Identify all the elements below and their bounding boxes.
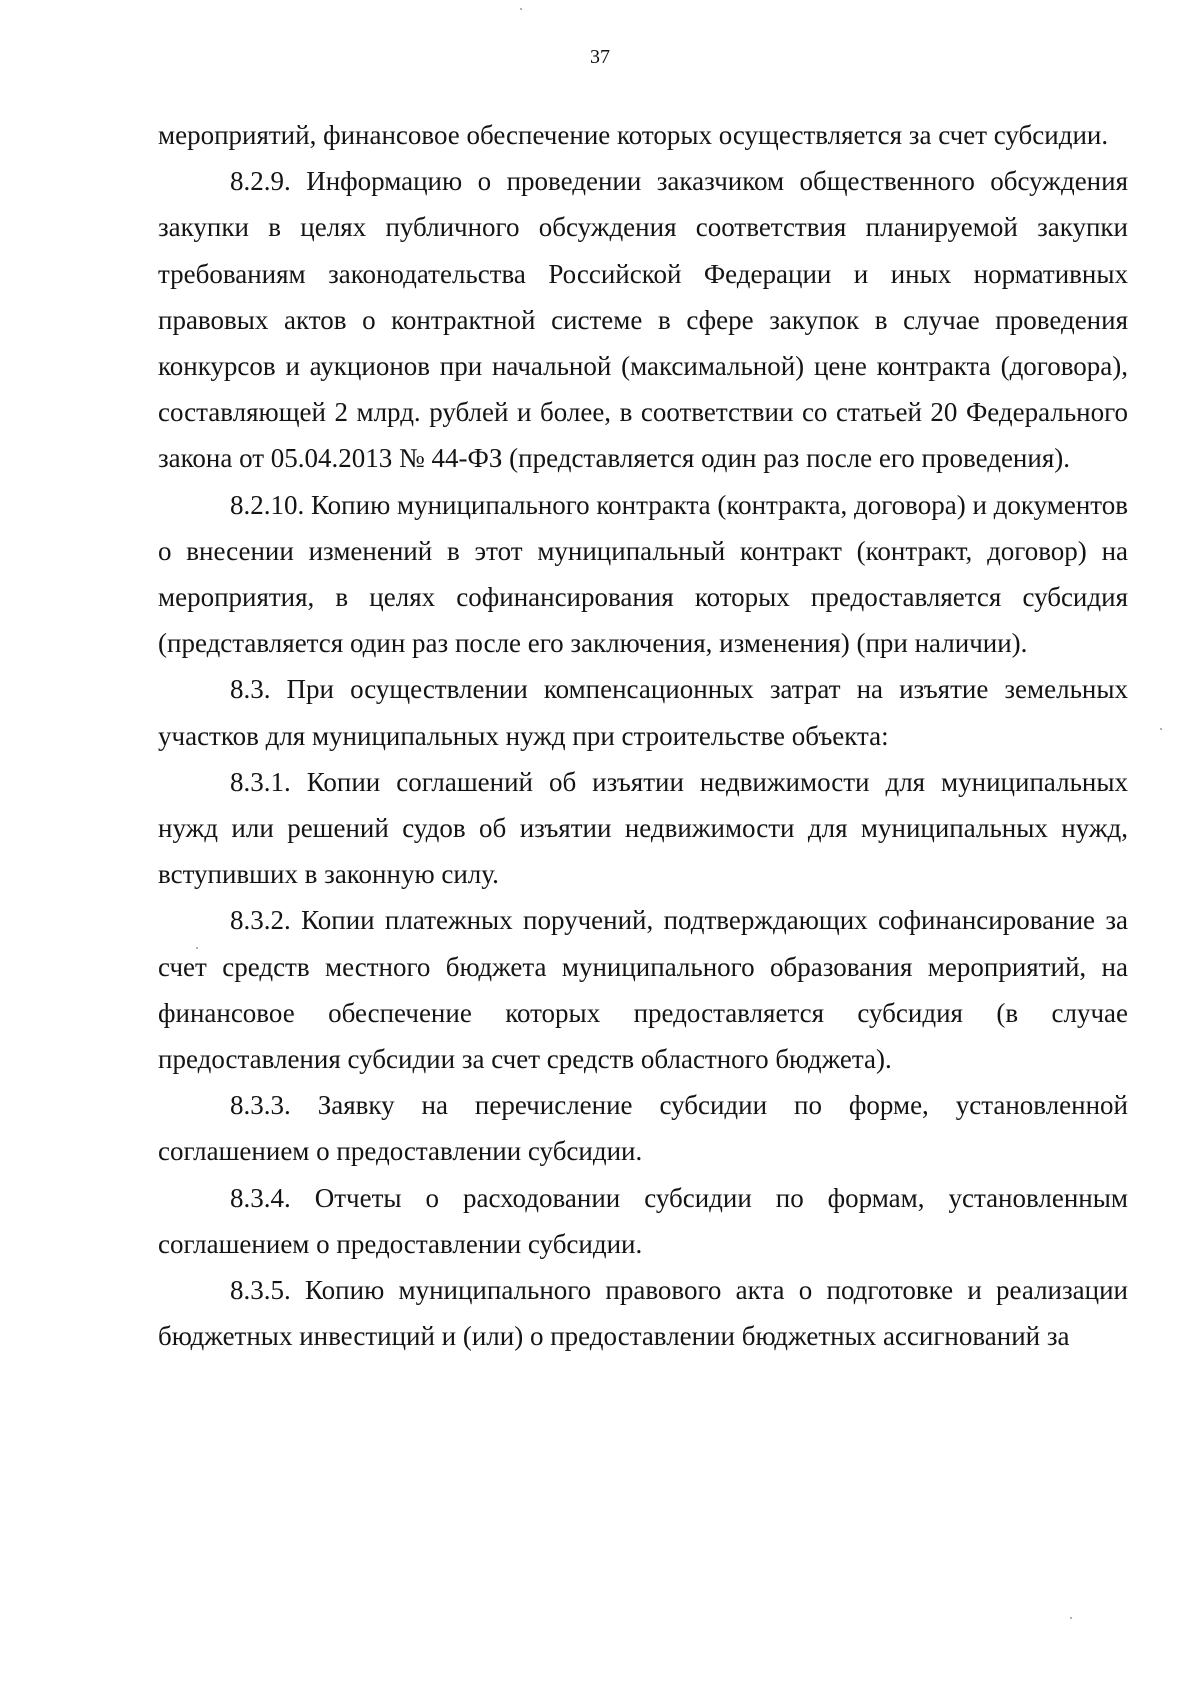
page-number: 37 — [590, 46, 610, 68]
scan-speck — [520, 8, 522, 10]
paragraph-8-3-3: 8.3.3. Заявку на перечисление субсидии по форме, установленной соглашением о предоставлении субсидии. — [158, 1090, 1128, 1167]
scan-speck — [1070, 1617, 1072, 1619]
paragraph-8-2-10: 8.2.10. Копию муниципального контракта (контракта, договора) и документов о внесении изменений в этот муниципальный контракт (контракт, договор) на мероприятия, в целях софинансирования которых предоставляется субсидия (представляется один раз после его заключения, изменения) (при наличии). — [158, 489, 1128, 659]
document-body — [158, 112, 1128, 1359]
scan-speck — [196, 947, 198, 949]
scan-speck — [1160, 728, 1162, 730]
paragraph-8-3-4: 8.3.4. Отчеты о расходовании субсидии по формам, установленным соглашением о предоставлении субсидии. — [158, 1182, 1128, 1259]
paragraph-8-3-2: 8.3.2. Копии платежных поручений, подтверждающих софинансирование за счет средств местного бюджета муниципального образования мероприятий, на финансовое обеспечение которых предоставляется субсидия (в случае предоставления субсидии за счет средств областного бюджета). — [158, 905, 1128, 1075]
paragraph-8-3: 8.3. При осуществлении компенсационных затрат на изъятие земельных участков для муниципальных нужд при строительстве объекта: — [158, 674, 1128, 751]
paragraph-continuation-8-2-8: мероприятий, финансовое обеспечение которых осуществляется за счет субсидии. — [158, 120, 1109, 150]
paragraph-8-3-1: 8.3.1. Копии соглашений об изъятии недвижимости для муниципальных нужд или решений судов об изъятии недвижимости для муниципальных нужд, вступивших в законную силу. — [158, 766, 1128, 890]
paragraph-8-2-9: 8.2.9. Информацию о проведении заказчиком общественного обсуждения закупки в целях публичного обсуждения соответствия планируемой закупки требованиям законодательства Российской Федерации и иных нормативных правовых актов о контрактной системе в сфере закупок в случае проведения конкурсов и аукционов при начальной (максимальной) цене контракта (договора), составляющей 2 млрд. рублей и более, в соответствии со статьей 20 Федерального закона от 05.04.2013 № 44-ФЗ (представляется один раз после его проведения). — [158, 166, 1128, 474]
paragraph-8-3-5: 8.3.5. Копию муниципального правового акта о подготовке и реализации бюджетных инвестиций и (или) о предоставлении бюджетных ассигнований за — [158, 1275, 1128, 1352]
